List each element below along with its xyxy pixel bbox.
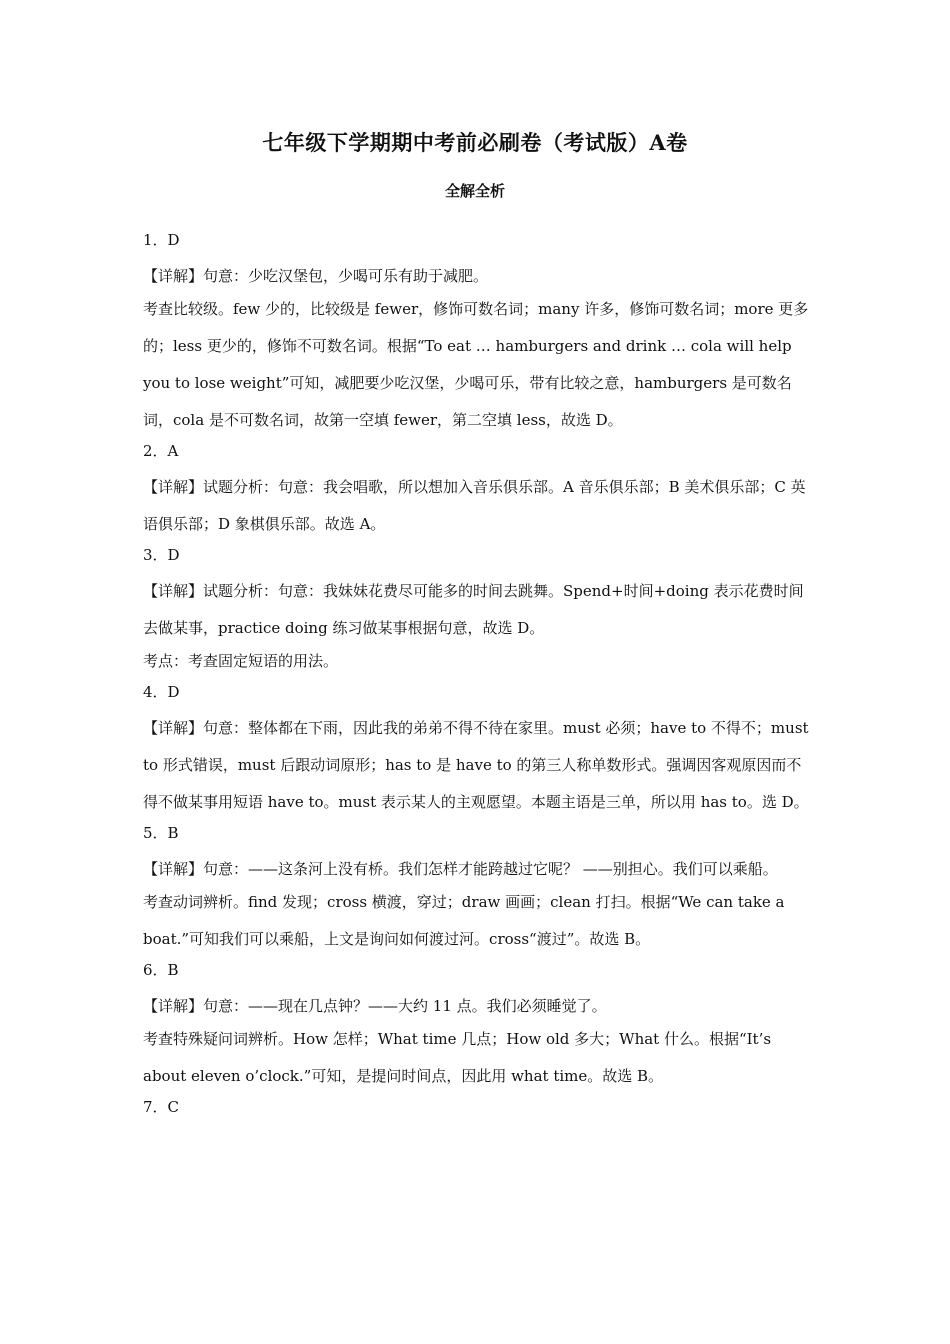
answer-label: 2．A xyxy=(143,442,179,460)
explanation-paragraph: 考查比较级。few 少的，比较级是 fewer，修饰可数名词；many 许多，修饰可数名词；more 更多的；less 更少的，修饰不可数名词。根据“To eat … hamburgers and drink … cola will help you to lose weight”可知，减肥要少吃汉堡，少喝可乐，带有比较之意，hamburgers 是可数名词，cola 是不可数名词，故第一空填 fewer，第二空填 less，故选 D。 xyxy=(143,300,809,429)
question-item xyxy=(143,228,813,439)
question-item xyxy=(143,821,813,958)
explanation-paragraph: 考查特殊疑问词辨析。How 怎样；What time 几点；How old 多大；What 什么。根据“It’s about eleven o’clock.”可知，是提问时间点，因此用 what time。故选 B。 xyxy=(143,1030,772,1085)
question-item xyxy=(143,958,813,1095)
question-item xyxy=(143,543,813,680)
explanation-paragraph: 【详解】试题分析：句意：我会唱歌，所以想加入音乐俱乐部。A 音乐俱乐部；B 美术俱乐部；C 英语俱乐部；D 象棋俱乐部。故选 A。 xyxy=(143,478,806,533)
question-item xyxy=(143,1095,813,1131)
answer-label: 5．B xyxy=(143,824,179,842)
document-subtitle: 全解全析 xyxy=(444,182,505,200)
question-item xyxy=(143,680,813,821)
answer-label: 4．D xyxy=(143,683,180,701)
question-item xyxy=(143,439,813,543)
answer-label: 3．D xyxy=(143,546,180,564)
document-title: 七年级下学期期中考前必刷卷（考试版）A卷 xyxy=(262,130,688,155)
answer-list xyxy=(143,228,813,1131)
answer-label: 1．D xyxy=(143,231,180,249)
answer-label: 7．C xyxy=(143,1098,180,1116)
explanation-paragraph: 【详解】句意：——现在几点钟？——大约 11 点。我们必须睡觉了。 xyxy=(143,997,607,1015)
explanation-paragraph: 【详解】试题分析：句意：我妹妹花费尽可能多的时间去跳舞。Spend+时间+doing 表示花费时间去做某事，practice doing 练习做某事根据句意，故选 D。 xyxy=(143,582,804,637)
explanation-paragraph: 【详解】句意：——这条河上没有桥。我们怎样才能跨越过它呢？ ——别担心。我们可以乘船。 xyxy=(143,860,778,878)
explanation-paragraph: 【详解】句意：少吃汉堡包，少喝可乐有助于减肥。 xyxy=(143,267,489,285)
explanation-paragraph: 考点：考查固定短语的用法。 xyxy=(143,652,339,670)
answer-label: 6．B xyxy=(143,961,179,979)
explanation-paragraph: 【详解】句意：整体都在下雨，因此我的弟弟不得不待在家里。must 必须；have to 不得不；must to 形式错误，must 后跟动词原形；has to 是 have to 的第三人称单数形式。强调因客观原因而不得不做某事用短语 have to。must 表示某人的主观愿望。本题主语是三单，所以用 has to。选 D。 xyxy=(143,719,809,811)
explanation-paragraph: 考查动词辨析。find 发现；cross 横渡，穿过；draw 画画；clean 打扫。根据“We can take a boat.”可知我们可以乘船，上文是询问如何渡过河。cross“渡过”。故选 B。 xyxy=(143,893,785,948)
